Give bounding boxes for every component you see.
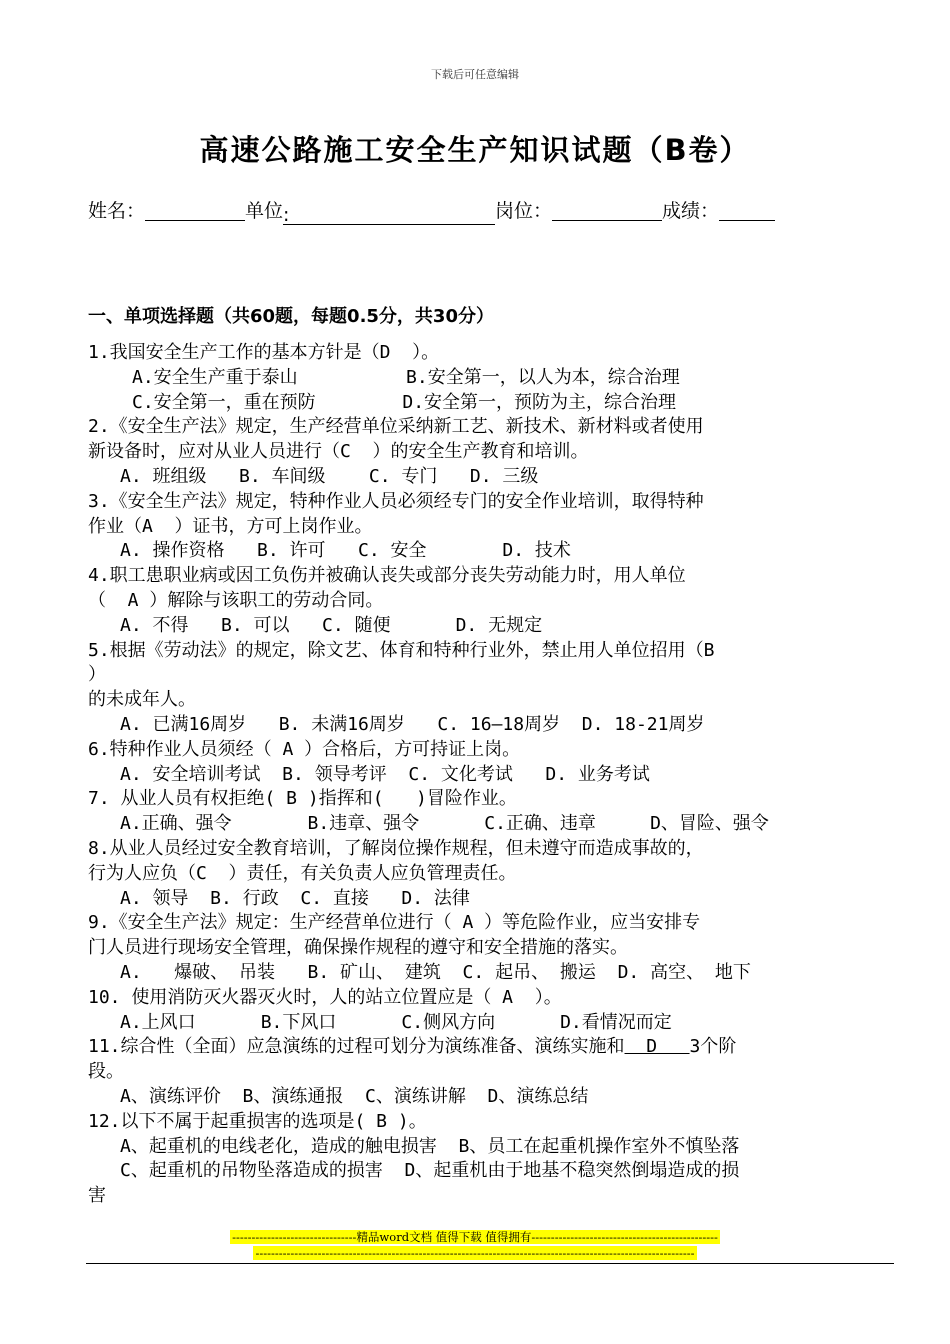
question-1: 1.我国安全生产工作的基本方针是（D ）。 (88, 342, 440, 363)
question-list (88, 341, 868, 1209)
question-9-cont: 门人员进行现场安全管理，确保操作规程的遵守和安全措施的落实。 (88, 937, 628, 959)
footer-rule (86, 1263, 894, 1264)
question-3-cont: 作业（A ）证书，方可上岗作业。 (88, 515, 373, 537)
question-11-tail: 3个阶 (689, 1036, 737, 1058)
question-8-cont: 行为人应负（C ）责任，有关负责人应负管理责任。 (88, 862, 517, 884)
score-label: 成绩： (662, 200, 720, 222)
name-label: 姓名： (88, 200, 146, 222)
footer-banner-text: --------------------------------精品word文档 值得下载 值得拥有------------------------------------------------ (232, 1230, 718, 1244)
question-5-options: A. 已满16周岁 B. 未满16周岁 C. 16—18周岁 D. 18-21周岁 (120, 713, 705, 735)
question-3: 3.《安全生产法》规定，特种作业人员必须经专门的安全作业培训，取得特种 (88, 490, 704, 512)
info-line (88, 196, 888, 225)
unit-colon: : (283, 204, 290, 226)
question-10-options: A.上风口 B.下风口 C.侧风方向 D.看情况而定 (120, 1011, 672, 1033)
question-12: 12.以下不属于起重损害的选项是( B )。 (88, 1110, 427, 1132)
question-2-options: A. 班组级 B. 车间级 C. 专门 D. 三级 (120, 465, 539, 487)
question-4: 4.职工患职业病或因工负伤并被确认丧失或部分丧失劳动能力时，用人单位 (88, 565, 686, 587)
unit-blank (283, 204, 495, 225)
question-12-options-cd: C、起重机的吊物坠落造成的损害 D、起重机由于地基不稳突然倒塌造成的损 (120, 1160, 740, 1182)
header-note: 下载后可任意编辑 (431, 68, 519, 81)
question-11-options: A、演练评价 B、演练通报 C、演练讲解 D、演练总结 (120, 1085, 589, 1107)
question-7-options: A.正确、强令 B.违章、强令 C.正确、违章 D、冒险、强令 (120, 813, 769, 835)
question-5-cont-2: 的未成年人。 (88, 689, 196, 711)
question-5-cont: ） (88, 664, 106, 686)
question-4-options: A. 不得 B. 可以 C. 随便 D. 无规定 (120, 614, 543, 636)
post-blank (552, 200, 662, 221)
question-12-options-ab: A、起重机的电线老化，造成的触电损害 B、员工在起重机操作室外不慎坠落 (120, 1135, 740, 1157)
question-1-options-ab: A.安全生产重于泰山 B.安全第一，以人为本，综合治理 (132, 366, 680, 388)
section-title: 一、单项选择题（共60题，每题0.5分，共30分） (88, 306, 494, 327)
question-9: 9.《安全生产法》规定：生产经营单位进行（ A ）等危险作业，应当安排专 (88, 912, 701, 934)
footer-dash-line (0, 1246, 950, 1260)
name-blank (145, 200, 245, 221)
unit-label: 单位 (245, 200, 284, 222)
question-2-cont: 新设备时，应对从业人员进行（C ）的安全生产教育和培训。 (88, 441, 589, 463)
question-6: 6.特种作业人员须经（ A ）合格后，方可持证上岗。 (88, 738, 521, 760)
question-7: 7. 从业人员有权拒绝( B )指挥和( )冒险作业。 (88, 788, 517, 810)
question-11-text: 11.综合性（全面）应急演练的过程可划分为演练准备、演练实施和 (88, 1036, 625, 1058)
footer-dash-text: ----------------------------------------------------------------------------------------------------------------- (255, 1246, 695, 1260)
post-label: 岗位： (495, 200, 553, 222)
question-4-cont: （ A ）解除与该职工的劳动合同。 (88, 589, 384, 611)
question-8: 8.从业人员经过安全教育培训，了解岗位操作规程，但未遵守而造成事故的， (88, 837, 704, 859)
question-10: 10. 使用消防灭火器灭火时，人的站立位置应是（ A ）。 (88, 986, 562, 1008)
footer-banner (0, 1229, 950, 1245)
question-12-cont: 害 (88, 1185, 106, 1207)
question-2: 2.《安全生产法》规定，生产经营单位采纳新工艺、新技术、新材料或者使用 (88, 416, 704, 438)
question-11-cont: 段。 (88, 1061, 124, 1083)
question-3-options: A. 操作资格 B. 许可 C. 安全 D. 技术 (120, 540, 571, 562)
question-11 (88, 1035, 868, 1060)
question-1-options-cd: C.安全第一，重在预防 D.安全第一，预防为主，综合治理 (132, 391, 677, 413)
page-title: 高速公路施工安全生产知识试题（B卷） (199, 133, 751, 167)
score-blank (719, 200, 775, 221)
question-11-answer: D (624, 1036, 690, 1058)
question-9-options: A. 爆破、 吊装 B. 矿山、 建筑 C. 起吊、 搬运 D. 高空、 地下 (120, 961, 751, 983)
question-5: 5.根据《劳动法》的规定，除文艺、体育和特种行业外，禁止用人单位招用（B (88, 639, 715, 661)
question-8-options: A. 领导 B. 行政 C. 直接 D. 法律 (120, 887, 470, 909)
question-6-options: A. 安全培训考试 B. 领导考评 C. 文化考试 D. 业务考试 (120, 763, 650, 785)
